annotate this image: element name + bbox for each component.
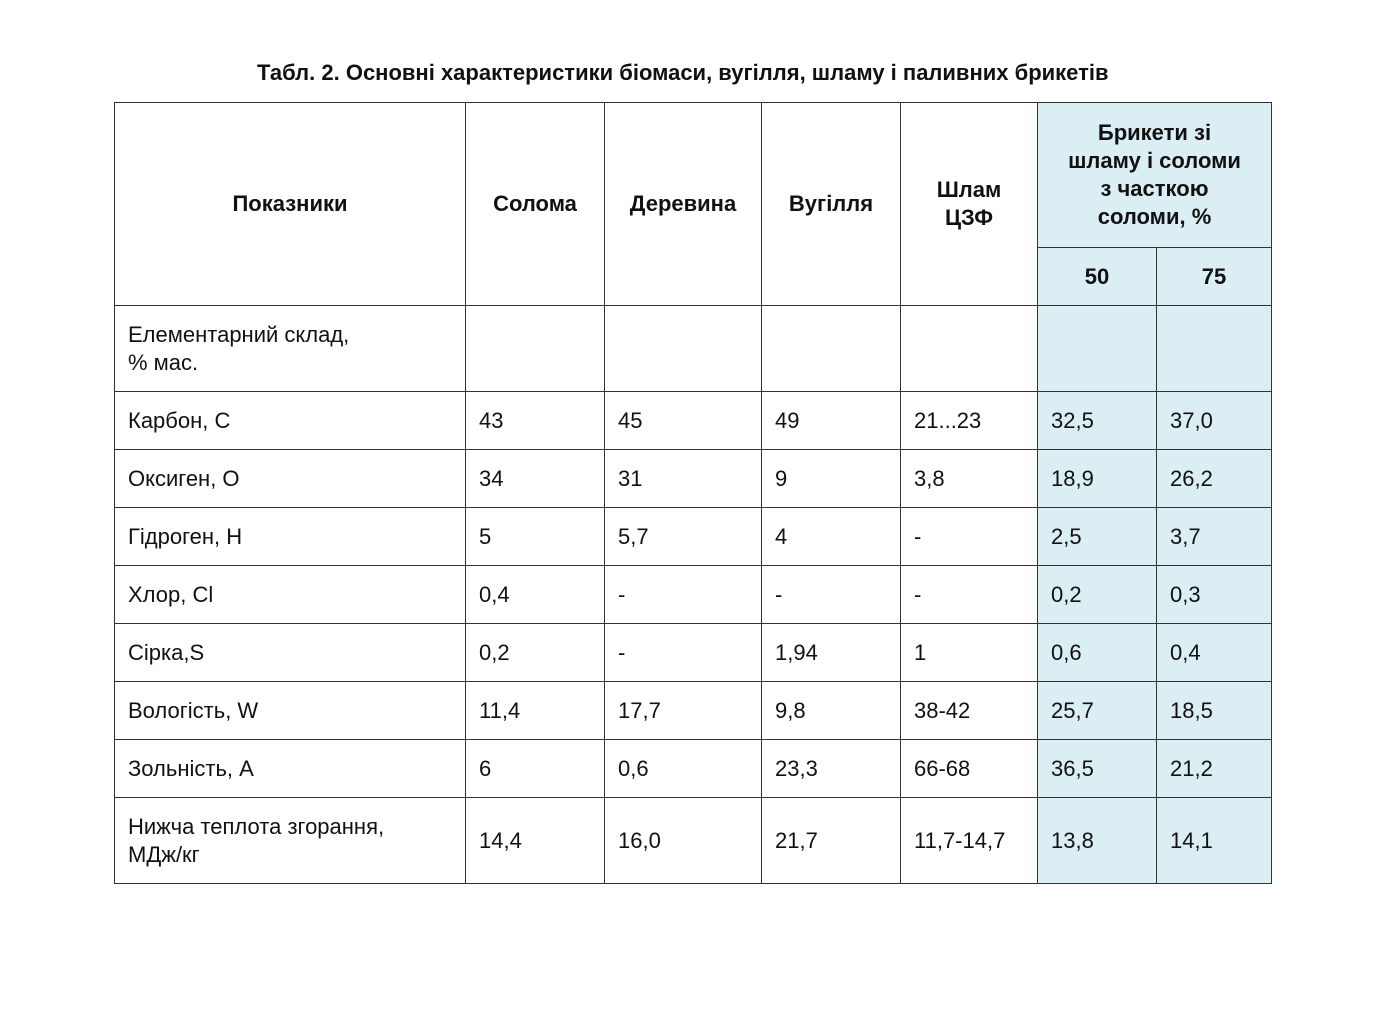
cell-coal: 23,3 xyxy=(762,740,901,798)
table-row xyxy=(115,682,1272,740)
table-row xyxy=(115,566,1272,624)
row-label: Сірка,S xyxy=(115,624,466,682)
empty-cell xyxy=(1038,306,1157,392)
cell-straw: 43 xyxy=(466,392,605,450)
cell-sludge: 11,7-14,7 xyxy=(901,798,1038,884)
section-label xyxy=(115,306,466,392)
cell-coal: 49 xyxy=(762,392,901,450)
section-label-line2: % мас. xyxy=(128,349,199,375)
row-label: Вологість, W xyxy=(115,682,466,740)
header-share-50: 50 xyxy=(1038,248,1157,306)
table-row xyxy=(115,450,1272,508)
header-coal: Вугілля xyxy=(762,103,901,306)
cell-briquette-75: 14,1 xyxy=(1157,798,1272,884)
row-label: Оксиген, О xyxy=(115,450,466,508)
row-label: Зольність, А xyxy=(115,740,466,798)
empty-cell xyxy=(605,306,762,392)
table-row xyxy=(115,798,1272,884)
cell-briquette-50: 36,5 xyxy=(1038,740,1157,798)
cell-coal: 4 xyxy=(762,508,901,566)
header-sludge-line2: ЦЗФ xyxy=(944,205,994,230)
cell-sludge: 3,8 xyxy=(901,450,1038,508)
header-wood: Деревина xyxy=(605,103,762,306)
cell-coal: 1,94 xyxy=(762,624,901,682)
cell-wood: 17,7 xyxy=(605,682,762,740)
cell-sludge: - xyxy=(901,508,1038,566)
cell-sludge: 38-42 xyxy=(901,682,1038,740)
row-label xyxy=(115,798,466,884)
header-sludge xyxy=(901,103,1038,306)
table-caption: Табл. 2. Основні характеристики біомаси, вугілля, шламу і паливних брикетів xyxy=(257,60,1109,85)
cell-straw: 0,2 xyxy=(466,624,605,682)
characteristics-table xyxy=(114,102,1272,884)
cell-straw: 6 xyxy=(466,740,605,798)
row-label-line2: МДж/кг xyxy=(128,841,200,867)
cell-briquette-50: 2,5 xyxy=(1038,508,1157,566)
cell-coal: 9,8 xyxy=(762,682,901,740)
header-briquettes-line: з часткою xyxy=(1100,176,1209,201)
cell-briquette-75: 21,2 xyxy=(1157,740,1272,798)
header-briquettes-line: шламу і соломи xyxy=(1068,148,1241,173)
section-label-line1: Елементарний склад, xyxy=(128,321,350,347)
row-label: Карбон, С xyxy=(115,392,466,450)
header-briquettes-line: Брикети зі xyxy=(1097,120,1212,145)
section-row xyxy=(115,306,1272,392)
cell-wood: 31 xyxy=(605,450,762,508)
cell-briquette-75: 37,0 xyxy=(1157,392,1272,450)
cell-wood: - xyxy=(605,624,762,682)
cell-briquette-50: 18,9 xyxy=(1038,450,1157,508)
empty-cell xyxy=(1157,306,1272,392)
cell-straw: 34 xyxy=(466,450,605,508)
cell-briquette-50: 0,6 xyxy=(1038,624,1157,682)
cell-straw: 5 xyxy=(466,508,605,566)
header-straw: Солома xyxy=(466,103,605,306)
cell-briquette-75: 3,7 xyxy=(1157,508,1272,566)
cell-wood: 5,7 xyxy=(605,508,762,566)
row-label: Хлор, Cl xyxy=(115,566,466,624)
table-row xyxy=(115,392,1272,450)
empty-cell xyxy=(901,306,1038,392)
table-row xyxy=(115,508,1272,566)
empty-cell xyxy=(762,306,901,392)
cell-wood: - xyxy=(605,566,762,624)
header-sludge-line1: Шлам xyxy=(936,177,1002,202)
cell-wood: 0,6 xyxy=(605,740,762,798)
cell-sludge: 66-68 xyxy=(901,740,1038,798)
cell-straw: 14,4 xyxy=(466,798,605,884)
cell-briquette-75: 26,2 xyxy=(1157,450,1272,508)
cell-briquette-50: 32,5 xyxy=(1038,392,1157,450)
table-row xyxy=(115,740,1272,798)
cell-sludge: 21...23 xyxy=(901,392,1038,450)
cell-straw: 11,4 xyxy=(466,682,605,740)
cell-briquette-50: 25,7 xyxy=(1038,682,1157,740)
cell-wood: 16,0 xyxy=(605,798,762,884)
header-indicator: Показники xyxy=(115,103,466,306)
empty-cell xyxy=(466,306,605,392)
cell-briquette-75: 0,4 xyxy=(1157,624,1272,682)
cell-wood: 45 xyxy=(605,392,762,450)
header-briquettes-line: соломи, % xyxy=(1097,204,1212,229)
cell-briquette-50: 0,2 xyxy=(1038,566,1157,624)
header-briquettes xyxy=(1038,103,1272,248)
cell-coal: 9 xyxy=(762,450,901,508)
row-label: Гідроген, Н xyxy=(115,508,466,566)
cell-sludge: - xyxy=(901,566,1038,624)
cell-straw: 0,4 xyxy=(466,566,605,624)
cell-sludge: 1 xyxy=(901,624,1038,682)
header-share-75: 75 xyxy=(1157,248,1272,306)
cell-briquette-50: 13,8 xyxy=(1038,798,1157,884)
table-row xyxy=(115,624,1272,682)
cell-coal: 21,7 xyxy=(762,798,901,884)
cell-coal: - xyxy=(762,566,901,624)
cell-briquette-75: 18,5 xyxy=(1157,682,1272,740)
cell-briquette-75: 0,3 xyxy=(1157,566,1272,624)
row-label-line1: Нижча теплота згорання, xyxy=(128,813,385,839)
